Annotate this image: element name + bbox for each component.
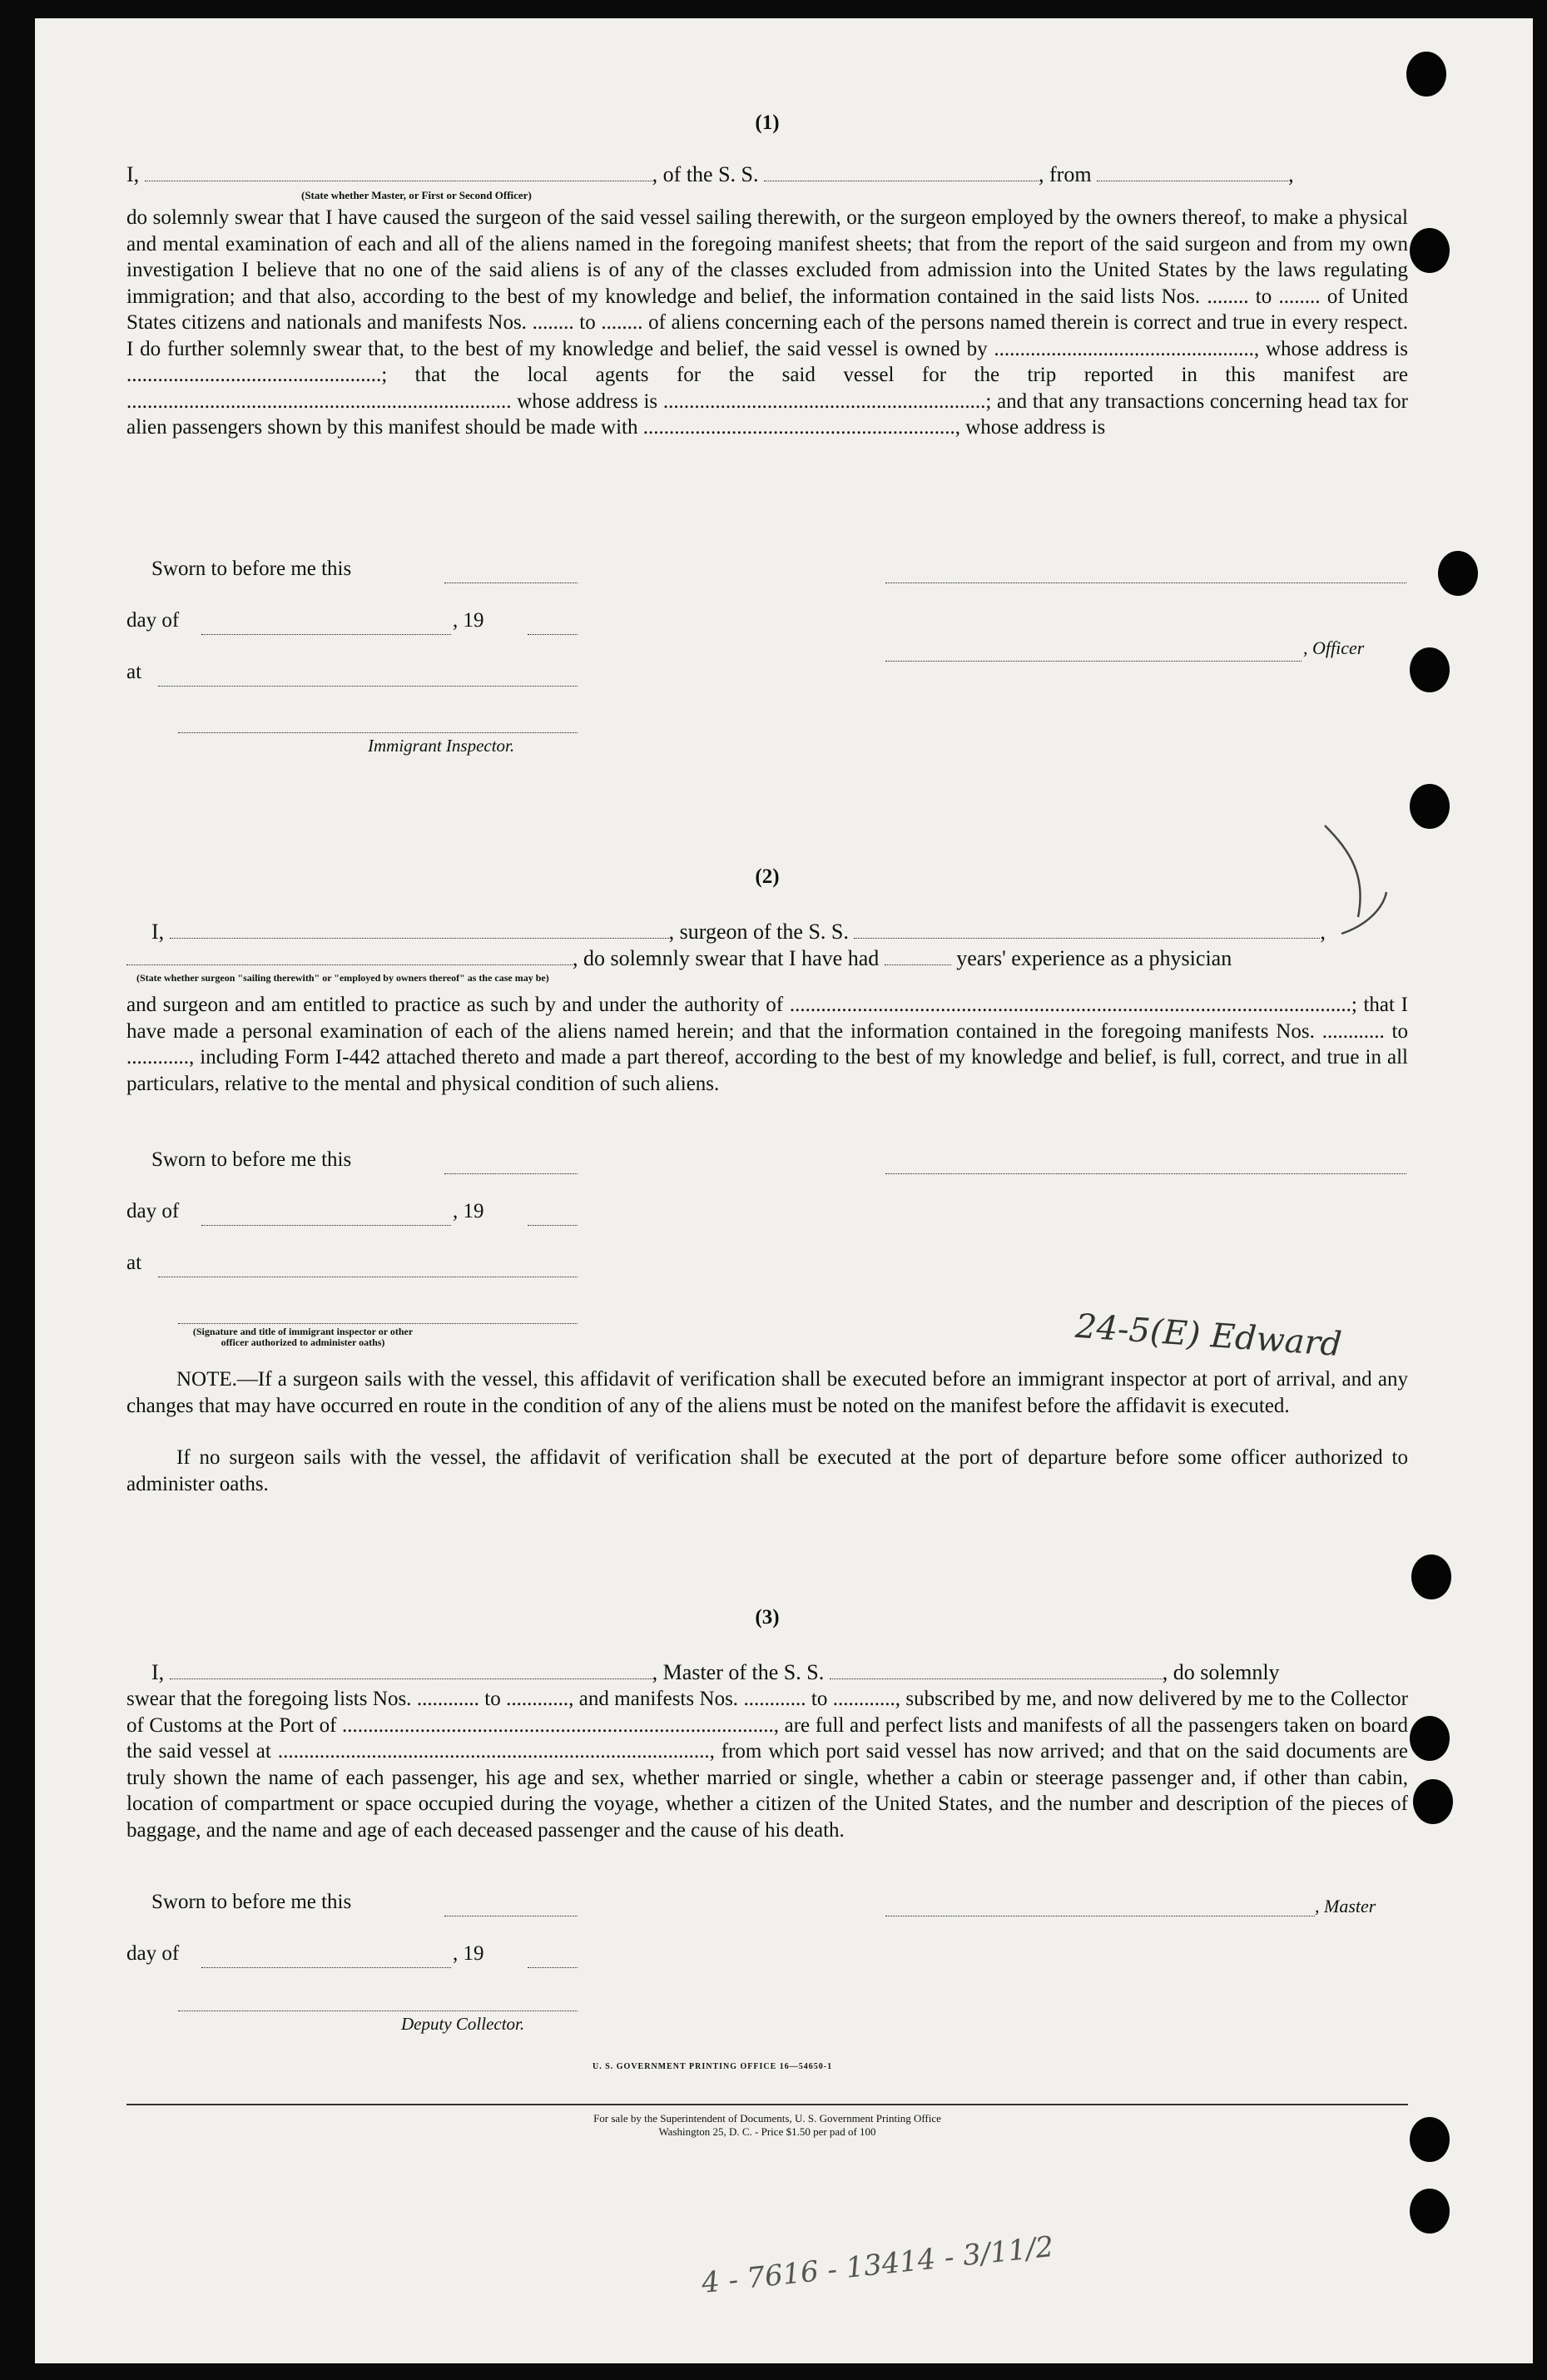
sworn-label-3: Sworn to before me this — [151, 1891, 352, 1913]
binder-hole — [1410, 784, 1450, 829]
signature-line-2 — [885, 1172, 1406, 1174]
immigrant-inspector-label: Immigrant Inspector. — [368, 736, 515, 756]
binder-hole — [1406, 52, 1446, 97]
signature-title-caption: (Signature and title of immigrant inspector or other officer authorized to administer oaths) — [192, 1326, 414, 1348]
pronoun-i: I, — [126, 162, 140, 186]
binder-hole — [1410, 1716, 1450, 1761]
binder-hole — [1438, 551, 1478, 596]
sworn-date-blank-2 — [444, 1172, 578, 1174]
year-label-2: , 19 — [453, 1200, 484, 1222]
year-blank-1 — [528, 632, 578, 635]
sworn-date-blank-3 — [444, 1914, 578, 1916]
surgeon-type-blank — [126, 948, 573, 965]
manifest-back-page — [35, 18, 1533, 2363]
year-blank-2 — [528, 1223, 578, 1226]
officer-signature-line — [885, 659, 1302, 662]
collector-signature-line — [178, 2009, 578, 2011]
at-blank-1 — [158, 684, 578, 687]
section-1-number: (1) — [755, 112, 780, 134]
section-2-caption: (State whether surgeon "sailing therewith" or "employed by owners thereof" as the case may be) — [136, 972, 549, 984]
section-3-body-text: swear that the foregoing lists Nos. ............ to ............, and manifests Nos. ............ to ............, subscribed by me, and now delivered by me to the Collector of Customs at the Port of ..................................................................................., are full and perfect lists and manifests of all the passengers taken on board the said vessel at ..................................................................................., from which port said vessel has now arrived; and that on the said documents are truly shown the name of each passenger, his age and sex, whether married or single, whether a cabin or steerage passenger and, if other than cabin, location of compartment or space occupied during the voyage, whether a citizen of the United States, and the number and description of the pieces of baggage, and the name and age of each deceased passenger and the cause of his death. — [126, 1688, 1408, 1842]
of-ss-text: , of the S. S. — [652, 162, 759, 186]
from-text: , from — [1039, 162, 1092, 186]
handwritten-note-mid: 24-5(E) Edward — [1073, 1307, 1343, 1365]
years-experience-text: years' experience as a physician — [956, 946, 1232, 970]
deputy-collector-label: Deputy Collector. — [401, 2014, 525, 2034]
at-label-2: at — [126, 1252, 142, 1274]
section-1-first-line: I, , of the S. S. , from , — [126, 162, 1294, 186]
binder-hole — [1411, 1554, 1451, 1599]
footer-rule — [126, 2104, 1408, 2105]
master-name-blank — [170, 1662, 652, 1679]
section-2-first-line: I, , surgeon of the S. S. , — [126, 919, 1408, 945]
section-3-first-line — [126, 1659, 1408, 1686]
vessel-name-blank — [764, 164, 1039, 181]
binder-hole — [1410, 2117, 1450, 2162]
port-from-blank — [1097, 164, 1288, 181]
pronoun-i-3: I, — [151, 1660, 165, 1684]
officer-authorized-signature-line — [178, 1321, 578, 1324]
note-no-surgeon: If no surgeon sails with the vessel, the affidavit of verification shall be executed at the port of departure before some officer authorized to administer oaths. — [126, 1446, 1408, 1495]
signature-line-1 — [885, 581, 1406, 583]
binder-hole — [1413, 1779, 1453, 1824]
day-of-label-2: day of — [126, 1200, 180, 1222]
inspector-signature-line — [178, 731, 578, 733]
day-blank-2 — [201, 1223, 451, 1226]
sworn-date-blank-1 — [444, 581, 578, 583]
year-label-1: , 19 — [453, 609, 484, 632]
binder-hole — [1410, 647, 1450, 692]
gpo-imprint: U. S. GOVERNMENT PRINTING OFFICE 16—54650-1 — [593, 2062, 833, 2071]
sale-line-2: Washington 25, D. C. - Price $1.50 per pad of 100 — [658, 2125, 876, 2138]
do-solemnly-text: , do solemnly — [1162, 1660, 1280, 1684]
at-label-1: at — [126, 661, 142, 683]
section-1-caption: (State whether Master, or First or Second Officer) — [301, 189, 532, 201]
day-blank-1 — [201, 632, 451, 635]
section-3-number: (3) — [755, 1606, 780, 1629]
vessel-name-blank-3 — [830, 1662, 1163, 1679]
officer-name-blank — [145, 164, 652, 181]
master-signature-line — [885, 1914, 1315, 1916]
day-of-label-3: day of — [126, 1942, 180, 1965]
day-of-label-1: day of — [126, 609, 180, 632]
section-1-oath-text: do solemnly swear that I have caused the surgeon of the said vessel sailing therewith, or the surgeon employed by the owners thereof, to make a physical and mental examination of each and all of the aliens named in the foregoing manifest sheets; that from the report of the said surgeon and from my own investigation I believe that no one of the said aliens is of any of the classes excluded from admission into the United States by the laws regulating immigration; and that also, according to the best of my knowledge and belief, the information contained in the said lists Nos. ........ to ........ of United States citizens and nationals and manifests Nos. ........ to ........ of aliens concerning each of the persons named therein is correct and true in every respect. I do further solemnly swear that, to the best of my knowledge and belief, the said vessel is owned by .................................................., whose address is .................................................; that the local agents for the said vessel for the trip reported in this manifest are .......................................................................... whose address is ..............................................................; and that any transactions concerning head tax for alien passengers shown by this manifest should be made with ............................................................, whose address is — [126, 206, 1408, 439]
master-of-ss-text: , Master of the S. S. — [652, 1660, 825, 1684]
master-label: , Master — [1315, 1896, 1376, 1916]
at-blank-2 — [158, 1275, 578, 1277]
vessel-name-blank-2 — [854, 921, 1320, 939]
pencil-mark — [1316, 817, 1391, 950]
year-label-3: , 19 — [453, 1942, 484, 1965]
section-2-body-text: and surgeon and am entitled to practice as such by and under the authority of ............................................................................................................; that I have made a personal examination of each of the aliens named herein; and that the information contained in the foregoing manifests Nos. ............ to ............, including Form I-442 attached thereto and made a part thereof, according to the best of my knowledge and belief, is full, correct, and true in all particulars, relative to the mental and physical condition of such aliens. — [126, 994, 1408, 1095]
officer-label: , Officer — [1303, 637, 1365, 658]
binder-hole — [1410, 2189, 1450, 2234]
surgeon-name-blank — [170, 921, 669, 939]
sworn-label-1: Sworn to before me this — [151, 558, 352, 580]
years-blank — [885, 948, 951, 965]
handwritten-note-bottom: 4 - 7616 - 13414 - 3/11/2 — [700, 2229, 1056, 2301]
day-blank-3 — [201, 1966, 451, 1968]
sale-line-1: For sale by the Superintendent of Documents, U. S. Government Printing Office — [593, 2112, 941, 2125]
note-surgeon-sails: NOTE.—If a surgeon sails with the vessel, this affidavit of verification shall be executed before an immigrant inspector at port of arrival, and any changes that may have occurred en route in the condition of any of the aliens must be noted on the manifest before the affidavit is executed. — [126, 1368, 1408, 1417]
section-2-number: (2) — [755, 865, 780, 888]
surgeon-of-ss-text: , surgeon of the S. S. — [668, 920, 849, 944]
solemnly-swear-text: , do solemnly swear that I have had — [573, 946, 880, 970]
year-blank-3 — [528, 1966, 578, 1968]
section-2-second-line — [126, 945, 1408, 972]
pronoun-i-2: I, — [151, 920, 165, 944]
sworn-label-2: Sworn to before me this — [151, 1148, 352, 1171]
binder-hole — [1410, 228, 1450, 273]
